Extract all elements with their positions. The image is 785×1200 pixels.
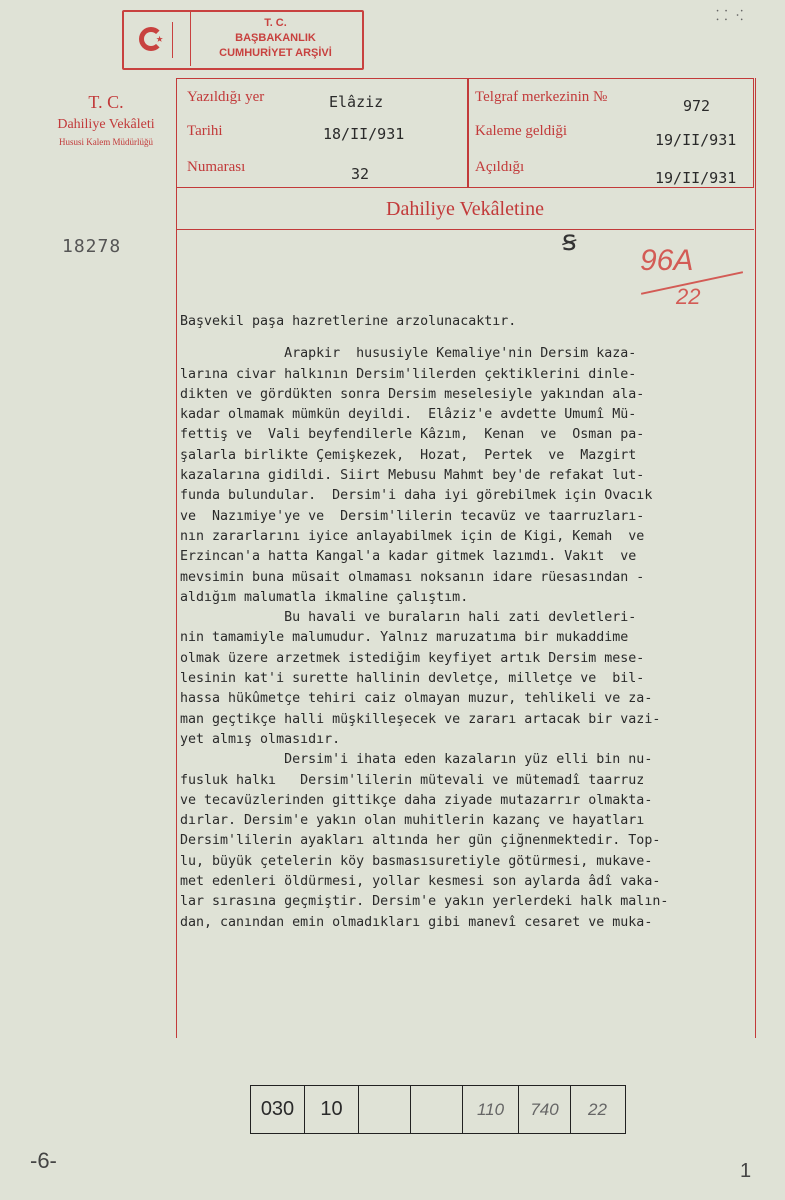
ref-cell: 22	[588, 1099, 607, 1119]
corner-scribble-icon: ⸬ ⁖	[716, 8, 744, 24]
date-value: 18/II/931	[323, 125, 405, 143]
body-line: ve tecavüzlerinden gittikçe daha ziyade mutazarrır olmakta-	[180, 792, 653, 808]
body-line: kazalarına gidildi. Siirt Mebusu Mahmt bey'de refakat lut-	[180, 468, 645, 484]
body-line: lesinin kat'i surette hallinin devletçe, milletçe ve bil-	[180, 671, 645, 687]
body-line: nin tamamiyle malumudur. Yalnız maruzatıma bir mukaddime	[180, 630, 629, 646]
number-label: Numarası	[187, 159, 246, 175]
received-label: Kaleme geldiği	[475, 123, 568, 139]
letterhead	[38, 92, 174, 147]
handwritten-code-top: 96A	[640, 244, 694, 277]
body-line: dan, canından emin olmadıkları gibi manevî cesaret ve muka-	[180, 914, 653, 930]
telegraph-value: 972	[683, 97, 711, 115]
body-line: Başvekil paşa hazretlerine arzolunacaktır.	[180, 314, 517, 329]
body-line: Dersim'lilerin ayakları altında her gün çiğnenmektedir. Top-	[180, 833, 661, 849]
body-line: lar sırasına geçmiştir. Dersim'e yakın yerlerdeki halk malın-	[180, 894, 669, 910]
stamp-line-2: BAŞBAKANLIK	[235, 32, 316, 44]
body-line: lu, büyük çetelerin köy basmasısuretiyle götürmesi, mukave-	[180, 853, 653, 869]
body-line: şalarla birlikte Çemişkezek, Hozat, Pertek ve Mazgirt	[180, 447, 637, 463]
ref-cell: 110	[463, 1086, 519, 1133]
header-divider-vertical	[467, 79, 469, 187]
body-line: mevsimin buna müsait olmaması noksanın idare rüesasından -	[180, 569, 645, 585]
letter-body	[180, 312, 760, 933]
ref-cell	[411, 1086, 463, 1133]
letterhead-line-1: T. C.	[88, 92, 124, 112]
body-line: olmak üzere arzetmek istediğim keyfiyet artık Dersim mese-	[180, 650, 645, 666]
body-line: ve Nazımiye'ye ve Dersim'lilerin tecavüz ve taarruzları-	[180, 508, 645, 524]
archive-stamp	[122, 10, 364, 70]
page-mark: -6-	[30, 1148, 57, 1173]
body-line: met edenleri öldürmesi, yollar kesmesi son aylarda âdî vaka-	[180, 874, 661, 890]
date-label: Tarihi	[187, 123, 223, 139]
number-value: 32	[351, 165, 370, 183]
document-number: 18278	[62, 236, 122, 257]
page-number: 1	[740, 1160, 752, 1182]
body-line: Arapkir hususiyle Kemaliye'nin Dersim kaza-	[180, 346, 637, 362]
body-line: funda bulundular. Dersim'i daha iyi görebilmek için Ovacık	[180, 488, 653, 504]
ref-cell	[359, 1086, 411, 1133]
written-place-label: Yazıldığı yer	[187, 89, 265, 105]
body-line: fusluk halkı Dersim'lilerin mütevali ve mütemadî taarruz	[180, 772, 645, 788]
handwritten-initial-icon: ꞩ	[562, 224, 577, 257]
letterhead-line-2: Dahiliye Vekâleti	[57, 117, 155, 132]
telegram-header	[176, 78, 754, 188]
body-line: fettiş ve Vali beyfendilerle Kâzım, Kenan ve Osman pa-	[180, 427, 645, 443]
body-line: Bu havali ve buraların hali zati devletleri-	[180, 610, 637, 626]
body-line: Erzincan'a hatta Kangal'a kadar gitmek lazımdı. Vakıt ve	[180, 549, 637, 565]
body-line: kadar olmamak mümkün deyildi. Elâziz'e avdette Umumî Mü-	[180, 407, 637, 423]
ref-cell: 10	[305, 1086, 359, 1133]
crescent-star-icon: ★	[132, 22, 173, 58]
stamp-line-3: CUMHURİYET ARŞİVİ	[219, 47, 332, 59]
body-line: Dersim'i ihata eden kazaların yüz elli bin nu-	[180, 752, 653, 768]
body-line: nın zararlarını iyice anlayabilmek için de Kigi, Kemah ve	[180, 528, 645, 544]
body-line: hassa hükûmetçe tehiri caiz olmayan muzur, tehlikeli ve za-	[180, 691, 653, 707]
addressee-banner: Dahiliye Vekâletine	[176, 188, 754, 230]
body-line: dırlar. Dersim'e yakın olan muhitlerin kazanç ve hayatları	[180, 813, 645, 829]
letterhead-line-3: Hususi Kalem Müdürlüğü	[59, 137, 153, 147]
opened-value: 19/II/931	[655, 169, 737, 187]
opened-label: Açıldığı	[475, 159, 525, 175]
stamp-line-1: T. C.	[264, 17, 287, 29]
body-line: dikten ve gördükten sonra Dersim meselesiyle yakından ala-	[180, 386, 645, 402]
archive-stamp-text	[190, 12, 360, 66]
handwritten-code-bottom: 22	[676, 284, 701, 309]
received-value: 19/II/931	[655, 131, 737, 149]
ref-cell: 740	[519, 1086, 571, 1133]
body-line: man geçtikçe halli müşkilleşecek ve zararı artacak bir vazi-	[180, 711, 661, 727]
telegraph-label: Telgraf merkezinin №	[475, 89, 608, 105]
body-line: aldığım malumatla ikmaline çalıştım.	[180, 589, 469, 605]
body-line: larına civar halkının Dersim'lilerden çektiklerini dinle-	[180, 366, 637, 382]
written-place-value: Elâziz	[329, 93, 384, 111]
ref-cell: 030	[251, 1086, 305, 1133]
body-line: yet almış olmasıdır.	[180, 731, 341, 747]
archive-reference-box	[250, 1085, 626, 1134]
